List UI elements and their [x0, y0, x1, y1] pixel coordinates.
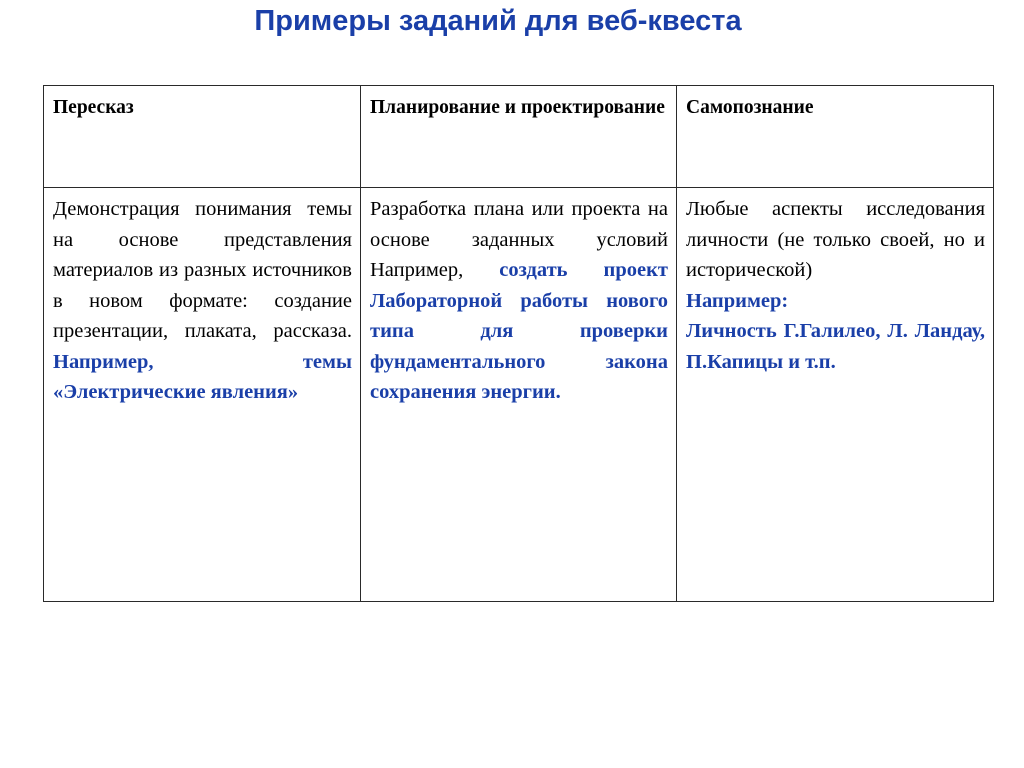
header-label-planning: Планирование и проектирование	[370, 97, 665, 118]
planning-description: Разработка плана или проекта на основе заданных условий Например,	[370, 198, 668, 281]
self-knowledge-description: Любые аспекты исследования личности (не только своей, но и исторической)	[686, 198, 985, 281]
table-body-row	[44, 188, 994, 602]
header-cell-self-knowledge	[677, 86, 994, 188]
slide-title: Примеры заданий для веб-квеста	[254, 5, 742, 37]
header-label-retelling: Пересказ	[53, 97, 134, 118]
header-label-self-knowledge: Самопознание	[686, 97, 814, 118]
self-knowledge-example-label: Например:	[686, 289, 789, 312]
body-cell-self-knowledge	[677, 188, 994, 602]
planning-example: создать проект Лабораторной работы нового типа для проверки фундаментального закона сохранения энергии.	[370, 259, 668, 403]
task-examples-table	[43, 85, 994, 602]
body-cell-retelling	[44, 188, 361, 602]
self-knowledge-example: Личность Г.Галилео, Л. Ландау, П.Капицы и т.п.	[686, 320, 985, 373]
body-cell-planning	[361, 188, 677, 602]
header-cell-retelling	[44, 86, 361, 188]
retelling-example: Например, темы «Электрические явления»	[53, 350, 352, 403]
table-header-row	[44, 86, 994, 188]
header-cell-planning	[361, 86, 677, 188]
retelling-description: Демонстрация понимания темы на основе представления материалов из разных источников в новом формате: создание презентации, плаката, рассказа.	[53, 198, 352, 342]
